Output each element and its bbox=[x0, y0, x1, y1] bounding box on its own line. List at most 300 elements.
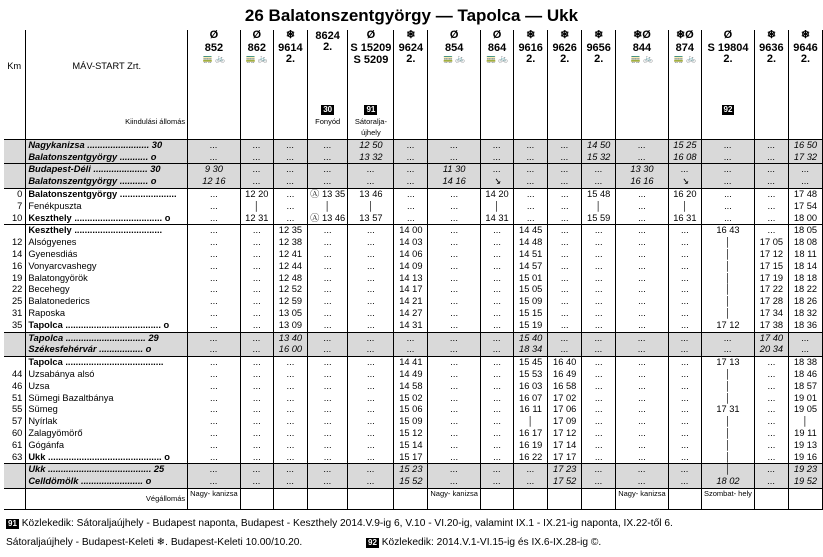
time-cell: 14 21 bbox=[394, 296, 428, 308]
time-cell: ... bbox=[668, 308, 701, 320]
time-cell: ... bbox=[582, 237, 616, 249]
train-header bbox=[701, 30, 754, 104]
time-cell: ... bbox=[240, 284, 273, 296]
train-header bbox=[616, 30, 669, 104]
time-cell: ... bbox=[273, 428, 307, 440]
time-cell: ... bbox=[348, 369, 394, 381]
time-cell: 18 36 bbox=[788, 320, 822, 332]
time-cell: ... bbox=[307, 452, 347, 464]
time-cell: ... bbox=[616, 428, 669, 440]
time-cell: ... bbox=[548, 344, 582, 356]
time-cell: ... bbox=[788, 344, 822, 356]
time-cell: ... bbox=[307, 225, 347, 237]
time-cell: ... bbox=[668, 344, 701, 356]
time-cell: ... bbox=[348, 176, 394, 188]
time-cell: ... bbox=[240, 440, 273, 452]
train-header bbox=[582, 30, 616, 104]
time-cell: 12 44 bbox=[273, 261, 307, 273]
start-station-name: Sátoralja- újhely bbox=[354, 116, 387, 138]
train-icons: 🚃 🚲 bbox=[443, 53, 466, 63]
km-cell: 55 bbox=[4, 404, 26, 416]
end-station-cell: Nagy- kanizsa bbox=[428, 488, 481, 509]
time-cell: ... bbox=[514, 152, 548, 164]
time-cell: ... bbox=[548, 152, 582, 164]
time-cell: ... bbox=[548, 139, 582, 151]
time-cell: 13 57 bbox=[348, 213, 394, 225]
table-row bbox=[4, 249, 823, 261]
end-station-cell: Nagy- kanizsa bbox=[188, 488, 241, 509]
train-icons: 🚃 🚲 bbox=[485, 53, 509, 63]
time-cell: │ bbox=[701, 261, 754, 273]
footnote-marker: 30 bbox=[323, 105, 333, 114]
time-cell: │ bbox=[701, 452, 754, 464]
time-cell: ... bbox=[480, 344, 513, 356]
km-cell bbox=[4, 332, 26, 344]
time-cell: │ bbox=[701, 381, 754, 393]
station-name: Raposka bbox=[26, 308, 188, 320]
time-cell: 16 17 bbox=[514, 428, 548, 440]
km-cell: 7 bbox=[4, 201, 26, 213]
time-cell: 19 23 bbox=[788, 464, 822, 476]
time-cell: Ⓐ 13 46 bbox=[307, 213, 347, 225]
end-station-cell bbox=[307, 488, 347, 509]
time-cell: ... bbox=[548, 249, 582, 261]
time-cell: ... bbox=[480, 261, 513, 273]
time-cell: ... bbox=[348, 440, 394, 452]
time-cell: ... bbox=[348, 476, 394, 488]
time-cell: ... bbox=[348, 332, 394, 344]
time-cell: 14 27 bbox=[394, 308, 428, 320]
time-cell: ... bbox=[307, 381, 347, 393]
train-header bbox=[480, 30, 513, 104]
time-cell: 14 41 bbox=[394, 357, 428, 369]
train-header bbox=[668, 30, 701, 104]
start-station-cell bbox=[273, 104, 307, 139]
time-cell: 13 32 bbox=[348, 152, 394, 164]
time-cell: ... bbox=[668, 261, 701, 273]
time-cell: ... bbox=[616, 357, 669, 369]
time-cell: 17 06 bbox=[548, 404, 582, 416]
time-cell: 12 31 bbox=[240, 213, 273, 225]
time-cell: 18 46 bbox=[788, 369, 822, 381]
time-cell: ... bbox=[273, 369, 307, 381]
time-cell: ... bbox=[701, 213, 754, 225]
km-cell bbox=[4, 476, 26, 488]
page-title: 26 Balatonszentgyörgy — Tapolca — Ukk bbox=[244, 6, 579, 25]
time-cell: ... bbox=[548, 273, 582, 285]
train-header bbox=[188, 30, 241, 104]
time-cell: 15 19 bbox=[514, 320, 548, 332]
km-cell bbox=[4, 152, 26, 164]
time-cell: ... bbox=[616, 249, 669, 261]
time-cell: ... bbox=[480, 152, 513, 164]
time-cell: 15 25 bbox=[668, 139, 701, 151]
time-cell: ... bbox=[240, 416, 273, 428]
time-cell: 14 51 bbox=[514, 249, 548, 261]
time-cell: ... bbox=[754, 428, 788, 440]
start-station-cell bbox=[240, 104, 273, 139]
time-cell: ... bbox=[188, 404, 241, 416]
time-cell: ... bbox=[307, 476, 347, 488]
time-cell: ... bbox=[394, 152, 428, 164]
time-cell: 19 52 bbox=[788, 476, 822, 488]
time-cell: ... bbox=[273, 201, 307, 213]
time-cell: ... bbox=[428, 452, 481, 464]
time-cell: ... bbox=[582, 416, 616, 428]
time-cell: 17 54 bbox=[788, 201, 822, 213]
train-icons: 🚃 🚲 bbox=[630, 53, 654, 63]
time-cell: ... bbox=[514, 164, 548, 176]
time-cell: ... bbox=[701, 164, 754, 176]
time-cell: 12 52 bbox=[273, 284, 307, 296]
time-cell: ... bbox=[480, 381, 513, 393]
time-cell: ... bbox=[240, 296, 273, 308]
time-cell: ... bbox=[240, 428, 273, 440]
station-name: Tapolca ...................................... bbox=[26, 357, 188, 369]
time-cell: ... bbox=[480, 393, 513, 405]
time-cell: 17 05 bbox=[754, 237, 788, 249]
time-cell: ... bbox=[428, 369, 481, 381]
time-cell: 15 05 bbox=[514, 284, 548, 296]
km-cell: 60 bbox=[4, 428, 26, 440]
time-cell: ... bbox=[582, 476, 616, 488]
time-cell: │ bbox=[514, 416, 548, 428]
time-cell: ... bbox=[582, 357, 616, 369]
time-cell: 18 11 bbox=[788, 249, 822, 261]
time-cell: ... bbox=[428, 284, 481, 296]
time-cell: 12 20 bbox=[240, 188, 273, 200]
time-cell: ... bbox=[668, 476, 701, 488]
time-cell: 14 58 bbox=[394, 381, 428, 393]
start-station-cell bbox=[307, 104, 347, 139]
time-cell: ... bbox=[616, 225, 669, 237]
time-cell: ... bbox=[188, 201, 241, 213]
start-station-cell bbox=[514, 104, 548, 139]
time-cell: ... bbox=[514, 476, 548, 488]
train-number: 9616 bbox=[518, 41, 543, 54]
time-cell: 16 50 bbox=[788, 139, 822, 151]
station-name: Balatonszentgyörgy ...................... bbox=[26, 188, 188, 200]
km-cell: 63 bbox=[4, 452, 26, 464]
end-station-cell: Nagy- kanizsa bbox=[616, 488, 669, 509]
train-header bbox=[428, 30, 481, 104]
time-cell: 16 43 bbox=[701, 225, 754, 237]
time-cell: 14 45 bbox=[514, 225, 548, 237]
time-cell: ... bbox=[348, 308, 394, 320]
table-row bbox=[4, 404, 823, 416]
time-cell: │ bbox=[348, 201, 394, 213]
station-name: Nyírlak bbox=[26, 416, 188, 428]
time-cell: 15 01 bbox=[514, 273, 548, 285]
time-cell: ... bbox=[348, 225, 394, 237]
time-cell: ... bbox=[616, 332, 669, 344]
time-cell: ... bbox=[240, 176, 273, 188]
time-cell: ... bbox=[582, 176, 616, 188]
table-row bbox=[4, 308, 823, 320]
train-symbol: ❄ bbox=[560, 30, 570, 41]
train-icons: 🚃 🚲 bbox=[673, 53, 696, 63]
km-cell: 51 bbox=[4, 393, 26, 405]
train-class: 2. bbox=[323, 41, 333, 53]
station-name: Uzsa bbox=[26, 381, 188, 393]
time-cell: ... bbox=[240, 369, 273, 381]
table-row bbox=[4, 416, 823, 428]
time-cell: ... bbox=[428, 237, 481, 249]
time-cell: ... bbox=[307, 344, 347, 356]
time-cell: ... bbox=[701, 188, 754, 200]
time-cell: 18 32 bbox=[788, 308, 822, 320]
time-cell: ... bbox=[188, 320, 241, 332]
table-row bbox=[4, 320, 823, 332]
time-cell: ... bbox=[480, 369, 513, 381]
time-cell: ... bbox=[582, 464, 616, 476]
time-cell: 14 16 bbox=[428, 176, 481, 188]
station-name: Vonyarcvashegy bbox=[26, 261, 188, 273]
time-cell: ... bbox=[394, 213, 428, 225]
table-row bbox=[4, 152, 823, 164]
time-cell: ... bbox=[188, 139, 241, 151]
time-cell: ... bbox=[668, 296, 701, 308]
time-cell: ... bbox=[582, 261, 616, 273]
time-cell: 12 38 bbox=[273, 237, 307, 249]
time-cell: ... bbox=[754, 201, 788, 213]
time-cell: ... bbox=[188, 357, 241, 369]
footnote-91-cont: Sátoraljaújhely - Budapest-Keleti ❄. Budapest-Keleti 10.00/10.20. bbox=[6, 537, 303, 548]
end-station-cell: Szombat- hely bbox=[701, 488, 754, 509]
start-station-row bbox=[4, 104, 823, 139]
time-cell: ... bbox=[348, 320, 394, 332]
train-number: 9624 bbox=[398, 41, 424, 54]
time-cell: 20 34 bbox=[754, 344, 788, 356]
train-number: 9636 bbox=[759, 41, 784, 54]
time-cell: 12 16 bbox=[188, 176, 241, 188]
table-row bbox=[4, 284, 823, 296]
time-cell: ... bbox=[616, 393, 669, 405]
time-cell: ... bbox=[668, 404, 701, 416]
time-cell: 15 52 bbox=[394, 476, 428, 488]
time-cell: ... bbox=[273, 464, 307, 476]
train-number: 874 bbox=[675, 41, 695, 54]
train-header bbox=[548, 30, 582, 104]
table-row bbox=[4, 476, 823, 488]
station-name: Fenékpuszta bbox=[26, 201, 188, 213]
time-cell: ... bbox=[582, 320, 616, 332]
end-station-cell bbox=[348, 488, 394, 509]
time-cell: ... bbox=[240, 357, 273, 369]
time-cell: ... bbox=[348, 344, 394, 356]
start-station-label: Kiindulási állomás bbox=[26, 104, 188, 139]
time-cell: ... bbox=[701, 176, 754, 188]
train-symbol: Ø bbox=[449, 30, 459, 41]
time-cell: 15 32 bbox=[582, 152, 616, 164]
time-cell: ... bbox=[307, 261, 347, 273]
time-cell: ... bbox=[307, 393, 347, 405]
time-cell: ... bbox=[240, 404, 273, 416]
time-cell: 17 34 bbox=[754, 308, 788, 320]
km-cell bbox=[4, 139, 26, 151]
time-cell: 12 41 bbox=[273, 249, 307, 261]
start-station-cell bbox=[701, 104, 754, 139]
time-cell: ... bbox=[348, 296, 394, 308]
train-icons: 🚃 🚲 bbox=[202, 53, 225, 63]
time-cell: ... bbox=[514, 213, 548, 225]
time-cell: ... bbox=[240, 332, 273, 344]
time-cell: ... bbox=[188, 416, 241, 428]
train-symbol: Ø bbox=[492, 30, 502, 41]
time-cell: ... bbox=[582, 332, 616, 344]
km-cell bbox=[4, 488, 26, 509]
time-cell: ... bbox=[480, 296, 513, 308]
table-row bbox=[4, 452, 823, 464]
time-cell: ... bbox=[240, 237, 273, 249]
time-cell: ... bbox=[188, 393, 241, 405]
time-cell: ... bbox=[394, 176, 428, 188]
time-cell: ... bbox=[616, 476, 669, 488]
time-cell: ... bbox=[348, 273, 394, 285]
km-cell: 14 bbox=[4, 249, 26, 261]
time-cell: ... bbox=[348, 381, 394, 393]
time-cell: ... bbox=[273, 476, 307, 488]
time-cell: ... bbox=[582, 428, 616, 440]
time-cell: ... bbox=[616, 452, 669, 464]
time-cell: ... bbox=[668, 381, 701, 393]
train-class: 2. bbox=[406, 52, 416, 65]
station-name: Zalagyömörő bbox=[26, 428, 188, 440]
time-cell: ... bbox=[428, 404, 481, 416]
time-cell: ... bbox=[428, 308, 481, 320]
time-cell: ... bbox=[394, 188, 428, 200]
time-cell: ... bbox=[701, 201, 754, 213]
station-name: Celldömölk ........................ o bbox=[26, 476, 188, 488]
train-number: 9646 bbox=[793, 41, 818, 54]
time-cell: ... bbox=[240, 139, 273, 151]
time-cell: ... bbox=[582, 452, 616, 464]
time-cell: │ bbox=[701, 284, 754, 296]
time-cell: 11 30 bbox=[428, 164, 481, 176]
time-cell: 18 38 bbox=[788, 357, 822, 369]
time-cell: ... bbox=[428, 332, 481, 344]
time-cell: ... bbox=[548, 296, 582, 308]
time-cell: 12 35 bbox=[273, 225, 307, 237]
time-cell: ... bbox=[480, 428, 513, 440]
train-symbol: Ø bbox=[366, 30, 376, 41]
time-cell: 16 22 bbox=[514, 452, 548, 464]
time-cell: ... bbox=[307, 357, 347, 369]
start-station-cell bbox=[788, 104, 822, 139]
time-cell: ... bbox=[668, 428, 701, 440]
time-cell: ... bbox=[188, 428, 241, 440]
time-cell: ... bbox=[240, 452, 273, 464]
time-cell: ... bbox=[480, 284, 513, 296]
station-name: Becehegy bbox=[26, 284, 188, 296]
end-station-cell bbox=[548, 488, 582, 509]
time-cell: 17 38 bbox=[754, 320, 788, 332]
time-cell: ... bbox=[616, 139, 669, 151]
time-cell: ... bbox=[514, 201, 548, 213]
time-cell: ... bbox=[754, 381, 788, 393]
time-cell: ... bbox=[428, 152, 481, 164]
time-cell: ... bbox=[428, 344, 481, 356]
time-cell: 14 00 bbox=[394, 225, 428, 237]
time-cell: 17 28 bbox=[754, 296, 788, 308]
station-name: Sümeg bbox=[26, 404, 188, 416]
footnote-marker: 92 bbox=[723, 105, 733, 114]
time-cell: 14 17 bbox=[394, 284, 428, 296]
table-row bbox=[4, 273, 823, 285]
time-cell: ... bbox=[701, 344, 754, 356]
time-cell: ... bbox=[480, 249, 513, 261]
time-cell: 15 53 bbox=[514, 369, 548, 381]
train-number: 854 bbox=[444, 41, 464, 54]
time-cell: ... bbox=[188, 308, 241, 320]
time-cell: │ bbox=[701, 273, 754, 285]
time-cell: ... bbox=[188, 476, 241, 488]
time-cell: ... bbox=[273, 393, 307, 405]
time-cell: ... bbox=[616, 188, 669, 200]
end-station-cell bbox=[240, 488, 273, 509]
time-cell: │ bbox=[240, 201, 273, 213]
time-cell: │ bbox=[701, 369, 754, 381]
time-cell: ... bbox=[616, 344, 669, 356]
table-row bbox=[4, 381, 823, 393]
time-cell: ... bbox=[582, 273, 616, 285]
time-cell: │ bbox=[701, 393, 754, 405]
time-cell: ... bbox=[754, 139, 788, 151]
station-name: Keszthely .................................. bbox=[26, 225, 188, 237]
time-cell: 14 31 bbox=[480, 213, 513, 225]
time-cell: ... bbox=[582, 284, 616, 296]
time-cell: ... bbox=[428, 476, 481, 488]
table-row bbox=[4, 176, 823, 188]
time-cell: ... bbox=[668, 464, 701, 476]
start-station-name: Fonyód bbox=[315, 116, 341, 126]
time-cell: 19 01 bbox=[788, 393, 822, 405]
time-cell: 17 52 bbox=[548, 476, 582, 488]
time-cell: ... bbox=[582, 381, 616, 393]
time-cell: 17 12 bbox=[701, 320, 754, 332]
time-cell: 15 09 bbox=[514, 296, 548, 308]
table-row bbox=[4, 237, 823, 249]
time-cell: ... bbox=[754, 404, 788, 416]
km-cell bbox=[4, 176, 26, 188]
time-cell: ... bbox=[616, 416, 669, 428]
time-cell: 16 00 bbox=[273, 344, 307, 356]
table-row bbox=[4, 188, 823, 200]
time-cell: ... bbox=[428, 381, 481, 393]
time-cell: │ bbox=[668, 201, 701, 213]
time-cell: ... bbox=[668, 369, 701, 381]
time-cell: 14 50 bbox=[582, 139, 616, 151]
km-cell bbox=[4, 344, 26, 356]
footnote-91: 91 Közlekedik: Sátoraljaújhely - Budapest naponta, Budapest - Keszthely 2014.V.9-ig 6, V.10 - VI.20-ig, valamint IX.1 - IX.21-ig naponta, IX.22-től 6. bbox=[8, 518, 673, 529]
km-cell: 31 bbox=[4, 308, 26, 320]
time-cell: │ bbox=[701, 237, 754, 249]
train-symbol: ❄Ø bbox=[633, 30, 651, 41]
km-cell bbox=[4, 104, 26, 139]
time-cell: ... bbox=[514, 176, 548, 188]
time-cell: ... bbox=[348, 164, 394, 176]
time-cell: ... bbox=[240, 164, 273, 176]
time-cell: ... bbox=[616, 369, 669, 381]
time-cell: ... bbox=[582, 225, 616, 237]
time-cell: 14 13 bbox=[394, 273, 428, 285]
time-cell: ... bbox=[348, 249, 394, 261]
time-cell: ... bbox=[548, 261, 582, 273]
time-cell: 17 15 bbox=[754, 261, 788, 273]
time-cell: 13 46 bbox=[348, 188, 394, 200]
station-name: Ukk ............................................ o bbox=[26, 452, 188, 464]
time-cell: ... bbox=[548, 213, 582, 225]
